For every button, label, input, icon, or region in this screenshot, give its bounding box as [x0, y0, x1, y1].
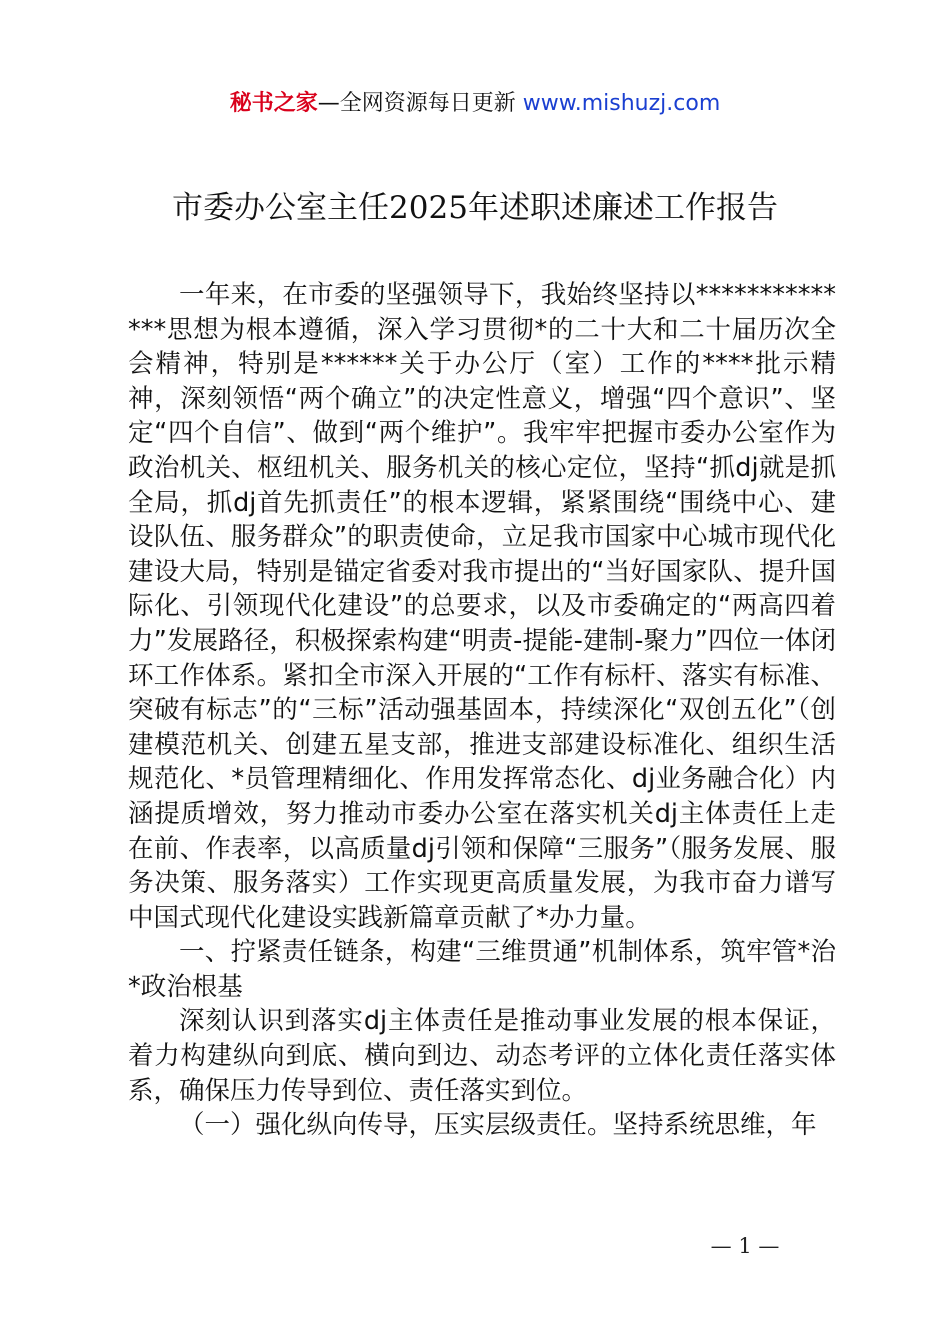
site-banner	[0, 88, 950, 120]
subsection-heading-1: （一）强化纵向传导，压实层级责任。坚持系统思维，年	[179, 1110, 817, 1141]
document-body	[128, 278, 836, 1143]
paragraph-intro: 一年来，在市委的坚强领导下，我始终坚持以**************思想为根本遵循，深入学习贯彻*的二十大和二十届历次全会精神，特别是******关于办公厅（室）工作的****批示精神，深刻领悟“两个确立”的决定性意义，增强“四个意识”、坚定“四个自信”、做到“两个维护”。我牢牢把握市委办公室作为政治机关、枢纽机关、服务机关的核心定位，坚持“抓dj就是抓全局，抓dj首先抓责任”的根本逻辑，紧紧围绕“围绕中心、建设队伍、服务群众”的职责使命，立足我市国家中心城市现代化建设大局，特别是锚定省委对我市提出的“当好国家队、提升国际化、引领现代化建设”的总要求，以及市委确定的“两高四着力”发展路径，积极探索构建“明责-提能-建制-聚力”四位一体闭环工作体系。紧扣全市深入开展的“工作有标杆、落实有标准、突破有标志”的“三标”活动强基固本，持续深化“双创五化”（创建模范机关、创建五星支部，推进支部建设标准化、组织生活规范化、*员管理精细化、作用发挥常态化、dj业务融合化）内涵提质增效，努力推动市委办公室在落实机关dj主体责任上走在前、作表率，以高质量dj引领和保障“三服务”（服务发展、服务决策、服务落实）工作实现更高质量发展，为我市奋力谱写中国式现代化建设实践新篇章贡献了*办力量。	[128, 280, 836, 933]
page-number: — 1 —	[710, 1234, 780, 1258]
document-title: 市委办公室主任2025年述职述廉述工作报告	[172, 190, 778, 226]
section-heading-1: 一、拧紧责任链条，构建“三维贯通”机制体系，筑牢管*治*政治根基	[128, 937, 836, 1002]
site-slogan: —全网资源每日更新	[317, 91, 523, 116]
paragraph-section-1: 深刻认识到落实dj主体责任是推动事业发展的根本保证，着力构建纵向到底、横向到边、动态考评的立体化责任落实体系，确保压力传导到位、责任落实到位。	[128, 1006, 836, 1106]
site-url-link[interactable]: www.mishuzj.com	[522, 91, 721, 116]
site-brand: 秘书之家	[229, 91, 318, 116]
